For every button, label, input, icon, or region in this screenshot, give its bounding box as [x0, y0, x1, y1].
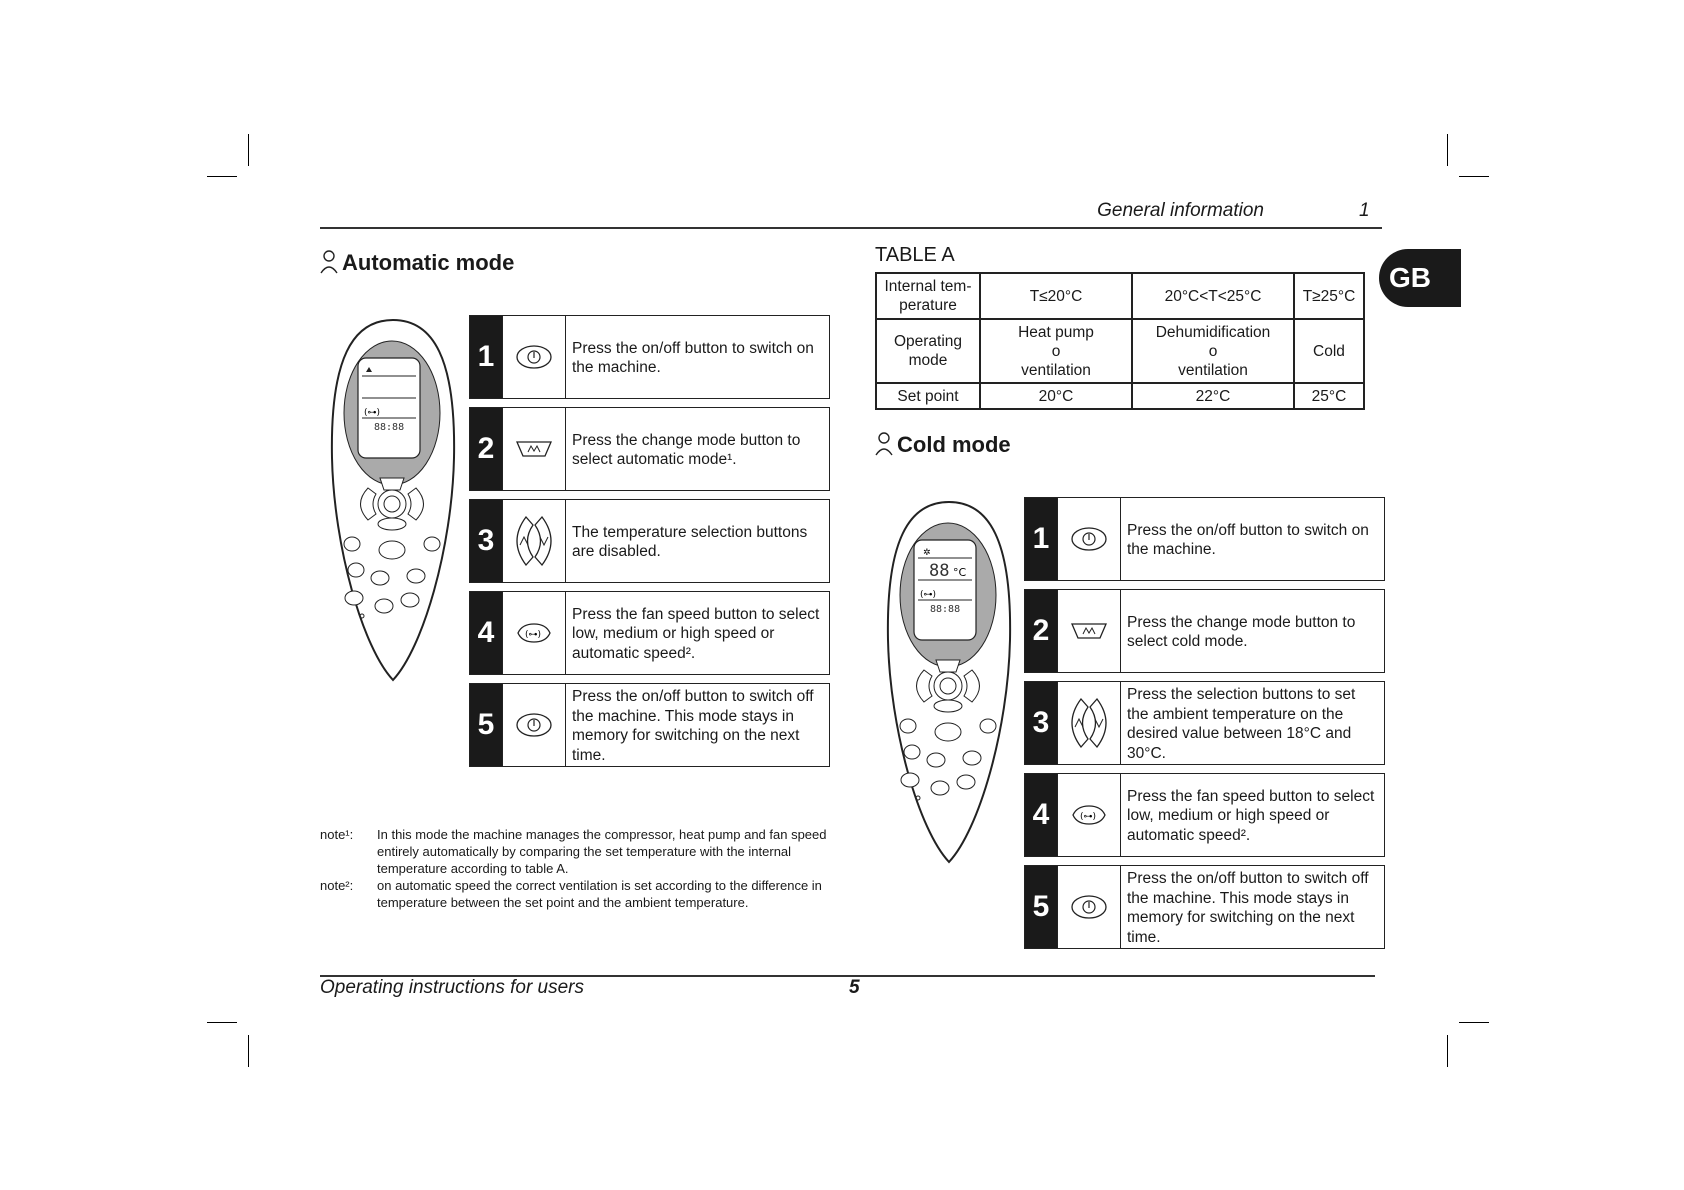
table-cell: 25°C [1294, 383, 1364, 409]
step-1 [469, 315, 830, 399]
step-5 [469, 683, 830, 767]
step-5 [1024, 865, 1385, 949]
step-text: Press the change mode button to select automatic mode¹. [572, 431, 801, 468]
table-row [876, 319, 1364, 383]
step-number: 3 [470, 500, 502, 582]
table-cell: Dehumidification o ventilation [1132, 319, 1294, 383]
step-text: Press the on/off button to switch on the machine. [1127, 521, 1369, 558]
temperature-buttons-icon [1061, 695, 1117, 751]
step-text: Press the fan speed button to select low, medium or high speed or automatic speed². [1127, 787, 1375, 844]
power-button-icon [514, 711, 554, 739]
step-1 [1024, 497, 1385, 581]
table-row [876, 273, 1364, 319]
step-text: Press the on/off button to switch off the machine. This mode stays in memory for switching on the next time. [1127, 870, 1369, 946]
step-number: 2 [470, 408, 502, 490]
step-text: Press the on/off button to switch on the machine. [572, 339, 814, 376]
header-section-title: General information [1097, 200, 1264, 221]
table-a [875, 272, 1365, 410]
step-4 [469, 591, 830, 675]
fan-speed-button-icon [514, 622, 554, 644]
crop-mark [1447, 134, 1448, 166]
step-text: Press the change mode button to select cold mode. [1127, 613, 1356, 650]
power-button-icon [514, 343, 554, 371]
temperature-buttons-icon [506, 513, 562, 569]
table-cell: T≤20°C [980, 273, 1132, 319]
step-number: 1 [470, 316, 502, 398]
mode-button-icon [514, 438, 554, 460]
table-cell: 20°C<T<25°C [1132, 273, 1294, 319]
table-cell: Operating mode [876, 319, 980, 383]
note-label: note²: [320, 878, 354, 893]
step-2 [1024, 589, 1385, 673]
notes [320, 826, 840, 911]
note-label: note¹: [320, 827, 354, 842]
table-row [876, 383, 1364, 409]
remote-display-time: 88:88 [930, 604, 961, 615]
step-number: 5 [1025, 866, 1057, 948]
table-cell: Set point [876, 383, 980, 409]
step-text: Press the on/off button to switch off the machine. This mode stays in memory for switching on the next time. [572, 688, 814, 764]
crop-mark [1447, 1035, 1448, 1067]
step-text: Press the selection buttons to set the ambient temperature on the desired value between 18°C and 30°C. [1127, 686, 1356, 762]
user-icon [320, 250, 338, 274]
user-icon [875, 432, 893, 456]
table-cell: 22°C [1132, 383, 1294, 409]
header-rule [320, 227, 1382, 229]
crop-mark [248, 1035, 249, 1067]
step-number: 2 [1025, 590, 1057, 672]
crop-mark [248, 134, 249, 166]
automatic-mode-title-text: Automatic mode [342, 250, 515, 275]
page-number: 5 [849, 977, 860, 998]
step-3 [469, 499, 830, 583]
note-2 [320, 877, 840, 911]
power-button-icon [1069, 525, 1109, 553]
remote-display-temp: 88 [929, 561, 950, 581]
table-cell: 20°C [980, 383, 1132, 409]
mode-button-icon [1069, 620, 1109, 642]
language-tab: GB [1379, 249, 1461, 307]
table-a-title: TABLE A [875, 244, 955, 266]
table-cell: T≥25°C [1294, 273, 1364, 319]
step-number: 4 [1025, 774, 1057, 856]
step-3 [1024, 681, 1385, 765]
svg-text:(⊶): (⊶) [525, 630, 542, 640]
step-2 [469, 407, 830, 491]
note-1 [320, 826, 840, 877]
remote-display-time: 88:88 [374, 422, 405, 433]
svg-text:✲: ✲ [923, 548, 931, 558]
cold-mode-title-text: Cold mode [897, 432, 1011, 457]
remote-display-unit: °C [953, 566, 967, 579]
cold-mode-title [875, 432, 1011, 458]
fan-speed-button-icon [1069, 804, 1109, 826]
step-text: Press the fan speed button to select low, medium or high speed or automatic speed². [572, 605, 820, 662]
table-cell: Cold [1294, 319, 1364, 383]
note-text: In this mode the machine manages the compressor, heat pump and fan speed entirely automatically by comparing the set temperature with the internal temperature according to table A. [377, 827, 827, 876]
step-number: 3 [1025, 682, 1057, 764]
header-chapter-number: 1 [1359, 200, 1370, 221]
footer-title: Operating instructions for users [320, 977, 585, 998]
crop-mark [1459, 1022, 1489, 1023]
step-number: 1 [1025, 498, 1057, 580]
table-cell: Heat pump o ventilation [980, 319, 1132, 383]
crop-mark [207, 1022, 237, 1023]
step-number: 5 [470, 684, 502, 766]
svg-text:(⊶): (⊶) [1080, 812, 1097, 822]
power-button-icon [1069, 893, 1109, 921]
remote-control-cold [884, 500, 1014, 866]
step-number: 4 [470, 592, 502, 674]
remote-control-auto [328, 318, 458, 684]
automatic-mode-title [320, 250, 514, 276]
step-text: The temperature selection buttons are disabled. [572, 523, 808, 560]
step-4 [1024, 773, 1385, 857]
svg-text:(⊶): (⊶) [364, 408, 381, 418]
svg-text:(⊶): (⊶) [920, 590, 937, 600]
note-text: on automatic speed the correct ventilation is set according to the difference in temperature between the set point and the ambient temperature. [377, 878, 822, 910]
crop-mark [1459, 176, 1489, 177]
crop-mark [207, 176, 237, 177]
table-cell: Internal tem- perature [876, 273, 980, 319]
